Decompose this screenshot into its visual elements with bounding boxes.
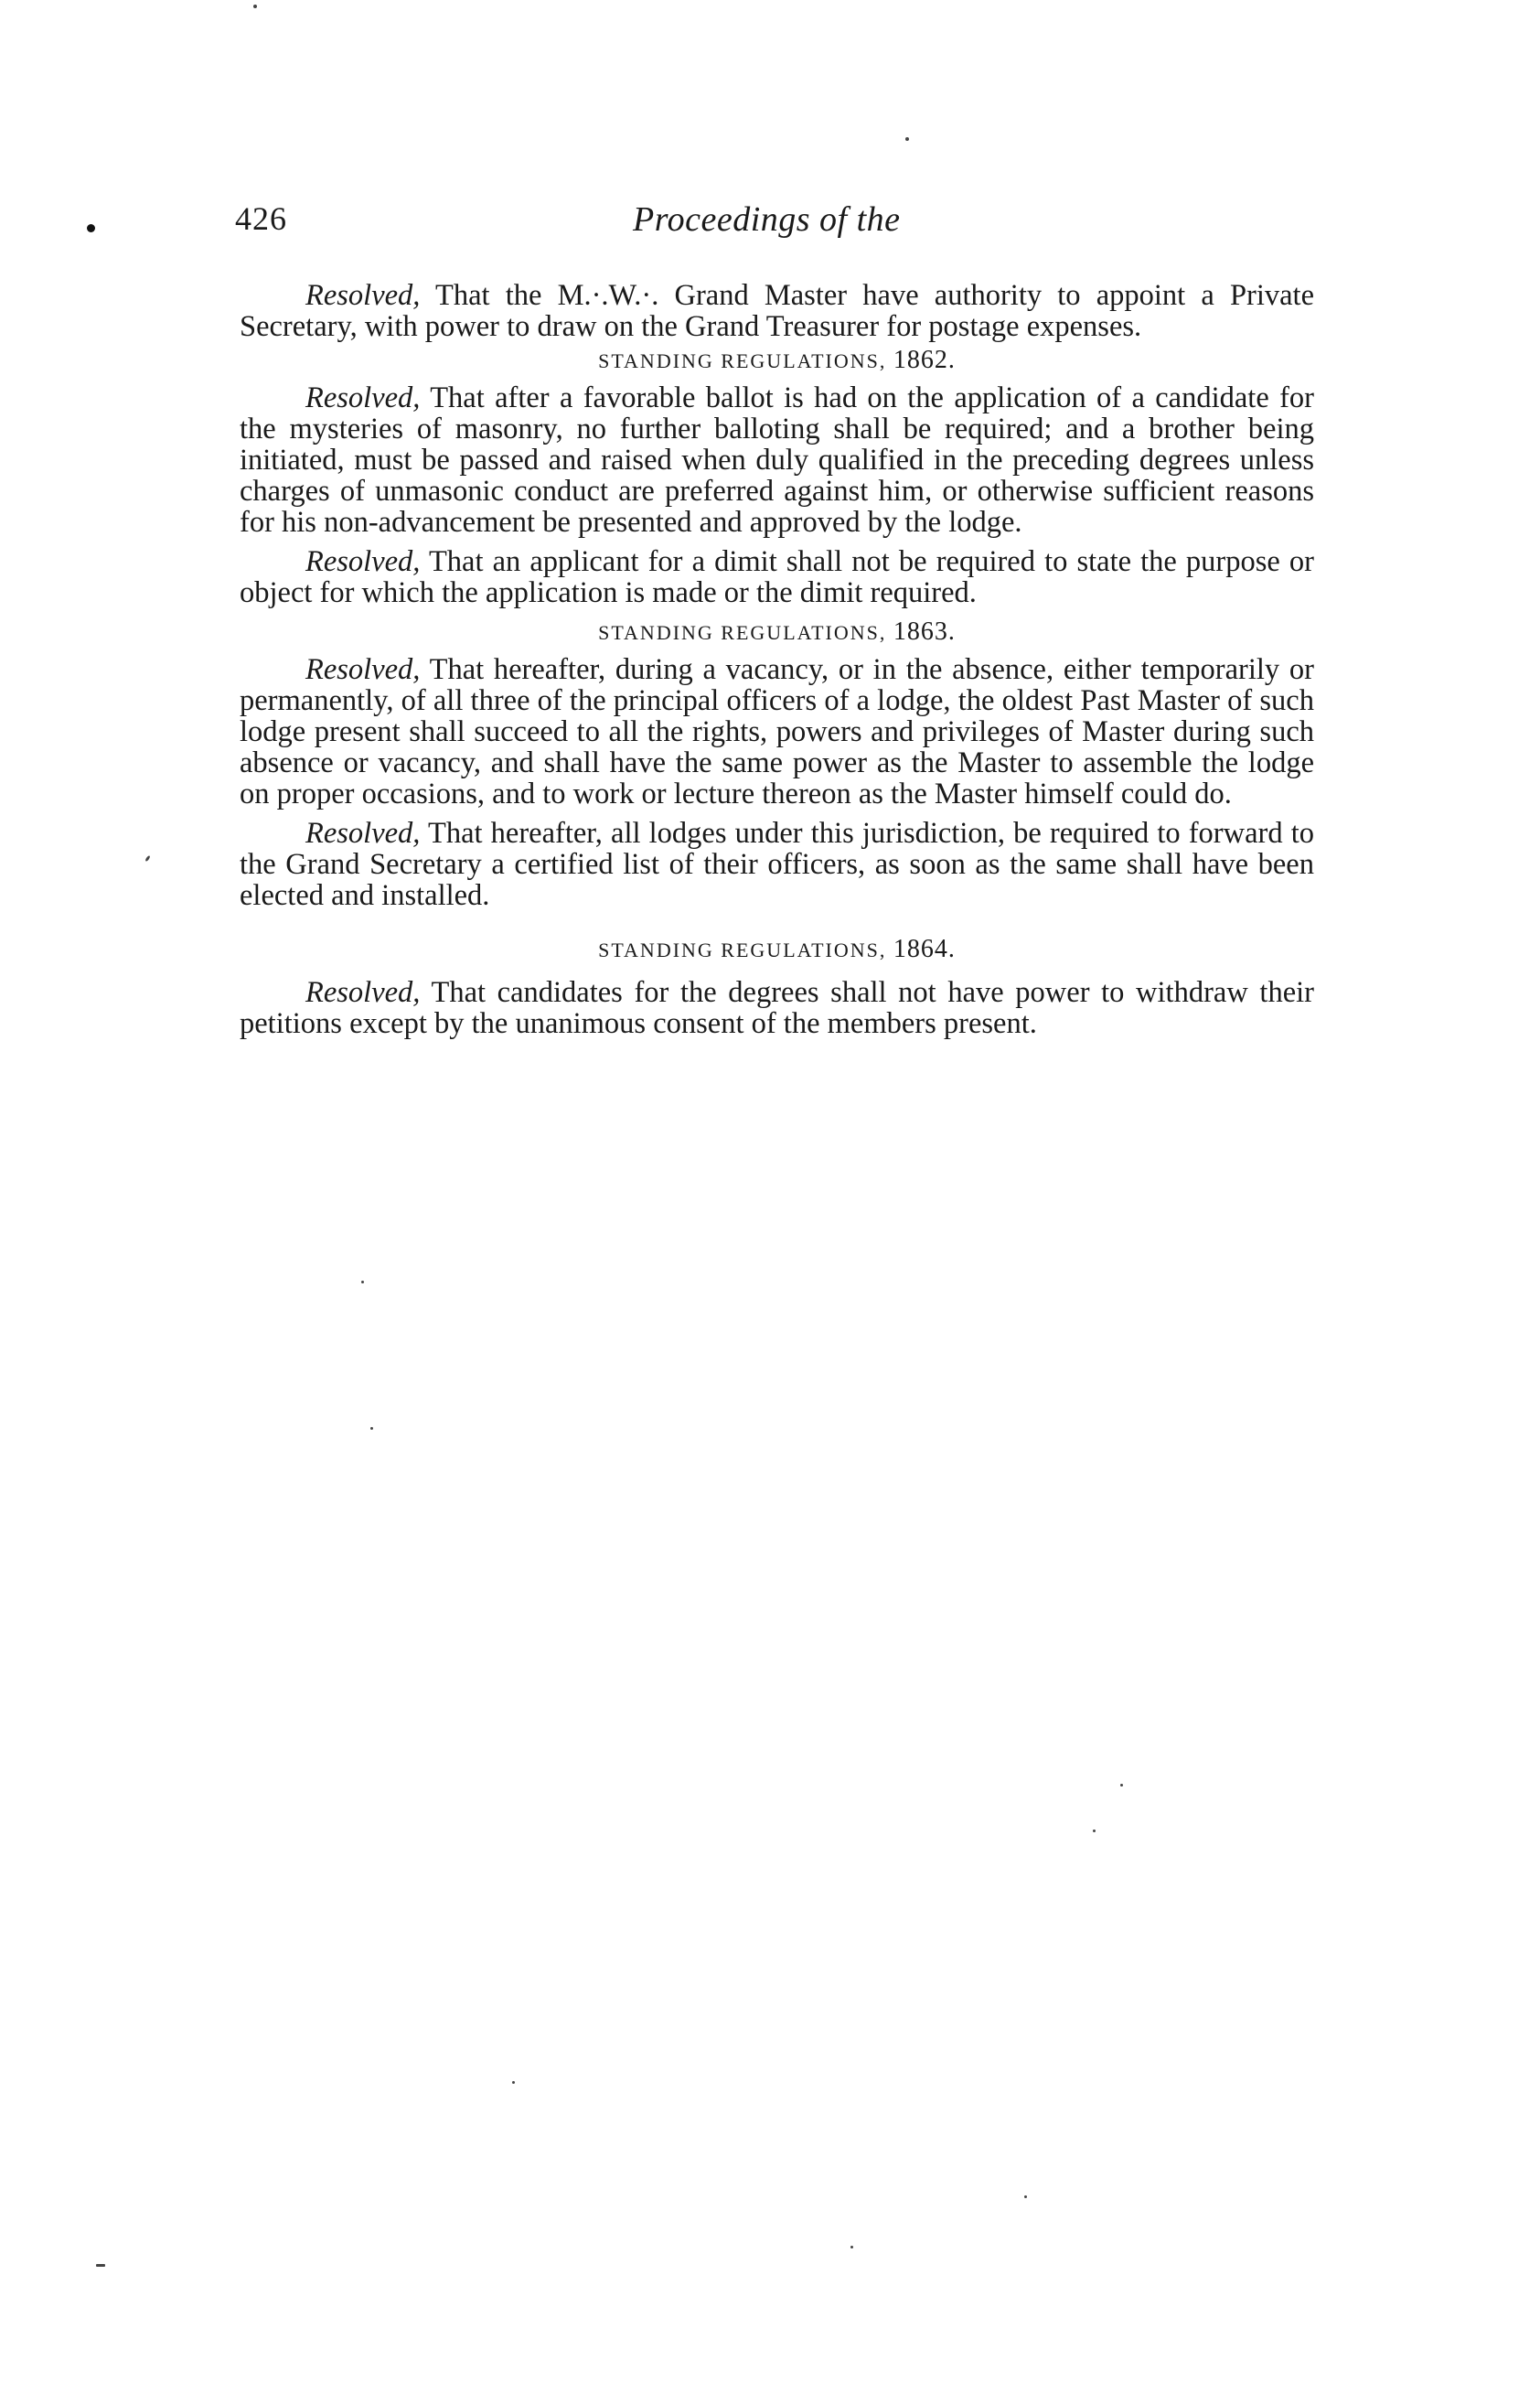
resolution-withdraw-petitions	[240, 977, 1314, 1039]
resolution-vacancy	[240, 654, 1314, 810]
heading-label: STANDING REGULATIONS,	[598, 939, 887, 961]
scan-speck	[1093, 1830, 1096, 1832]
heading-label: STANDING REGULATIONS,	[598, 621, 887, 644]
resolved-lead: Resolved,	[305, 817, 421, 850]
resolution-private-secretary	[240, 280, 1314, 342]
page-header	[235, 199, 1314, 245]
scan-speck	[361, 1281, 364, 1283]
section-heading-1863	[240, 617, 1314, 647]
scan-speck	[96, 2264, 105, 2267]
body-text	[240, 280, 1314, 1039]
scan-speck	[1120, 1784, 1123, 1787]
scan-speck	[850, 2246, 853, 2248]
resolution-ballot	[240, 382, 1314, 538]
scan-speck	[512, 2081, 515, 2084]
section-heading-1864	[240, 935, 1314, 964]
resolution-dimit	[240, 546, 1314, 608]
resolved-lead: Resolved,	[305, 545, 421, 578]
resolution-text: That after a favorable ballot is had on the application of a candidate for the mysteries of masonry, no further balloting shall be required; and a brother being initiated, must be passed and raised when duly qualified in the preceding degrees unless charges of unmasonic conduct are preferred against him, or otherwise sufficient reasons for his non-advancement be presented and approved by the lodge.	[240, 381, 1314, 539]
heading-year: 1862.	[893, 346, 956, 374]
resolved-lead: Resolved,	[305, 381, 421, 414]
page-number: 426	[235, 200, 287, 237]
resolution-text: That an applicant for a dimit shall not be required to state the purpose or object for which the application is made or the dimit required.	[240, 545, 1314, 609]
resolution-text: That the M.·.W.·. Grand Master have authority to appoint a Private Secretary, with power to draw on the Grand Treasurer for postage expenses.	[240, 279, 1314, 343]
scan-speck	[370, 1427, 373, 1430]
scan-speck	[144, 855, 150, 862]
heading-label: STANDING REGULATIONS,	[598, 349, 887, 372]
resolution-officers-list	[240, 818, 1314, 911]
scan-speck	[905, 137, 909, 141]
heading-year: 1864.	[893, 935, 956, 963]
resolution-text: That hereafter, all lodges under this jurisdiction, be required to forward to the Grand Secretary a certified list of their officers, as soon as the same shall have been elected and installed.	[240, 817, 1314, 912]
running-head: Proceedings of the	[633, 200, 901, 239]
scan-speck	[253, 5, 257, 8]
scan-speck	[87, 224, 95, 232]
resolution-text: That hereafter, during a vacancy, or in the absence, either temporarily or permanently, of all three of the principal officers of a lodge, the oldest Past Master of such lodge present shall succeed to all the rights, powers and privileges of Master during such absence or vacancy, and shall have the same power as the Master to assemble the lodge on proper occasions, and to work or lecture thereon as the Master himself could do.	[240, 653, 1314, 810]
scan-speck	[1024, 2195, 1027, 2198]
heading-year: 1863.	[893, 617, 956, 646]
resolved-lead: Resolved,	[305, 653, 421, 686]
section-heading-1862	[240, 346, 1314, 375]
resolution-text: That candidates for the degrees shall not have power to withdraw their petitions except by the unanimous consent of the members present.	[240, 976, 1314, 1040]
resolved-lead: Resolved,	[305, 279, 421, 312]
resolved-lead: Resolved,	[305, 976, 421, 1009]
